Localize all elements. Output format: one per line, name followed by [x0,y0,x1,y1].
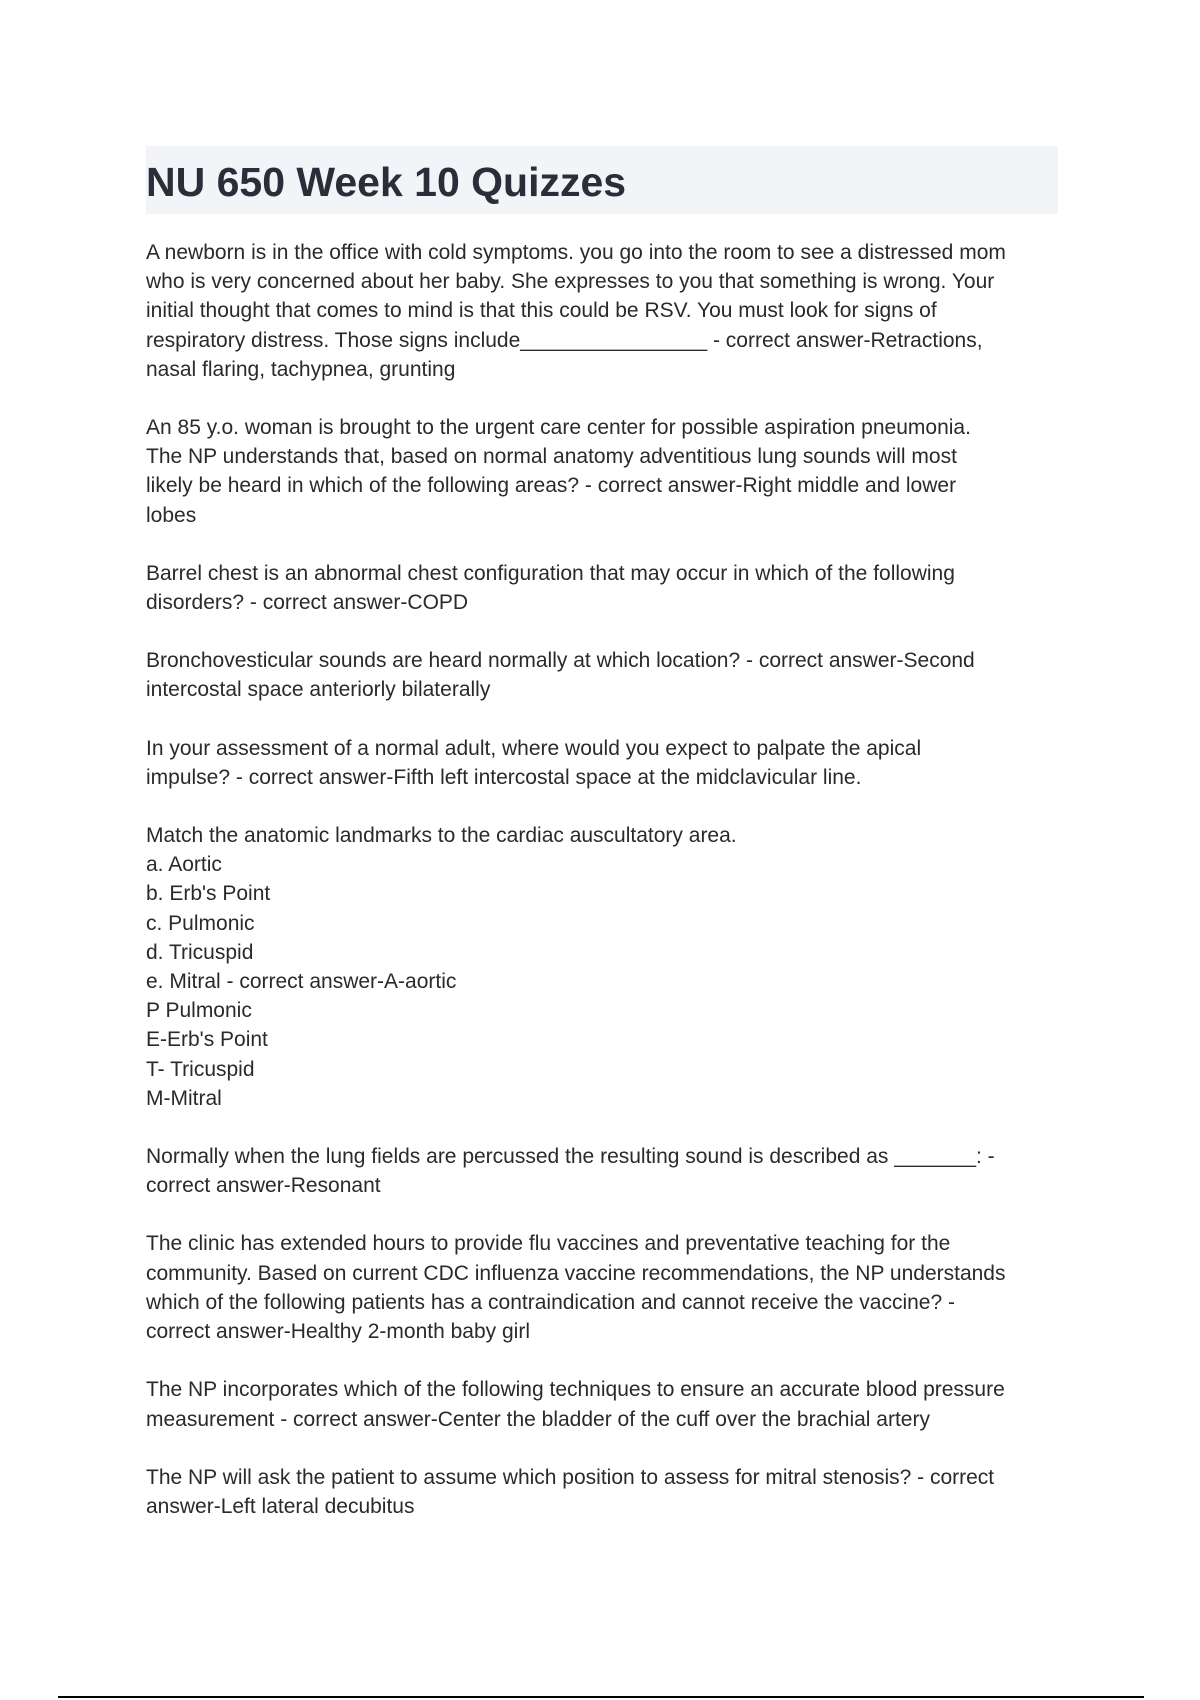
qa-text-line: The NP understands that, based on normal anatomy adventitious lung sounds will most [146,445,957,469]
qa-text-line: A newborn is in the office with cold symptoms. you go into the room to see a distressed mom [146,241,1006,264]
qa-text-line: b. Erb's Point [146,882,271,906]
qa-text-line: likely be heard in which of the following areas? - correct answer-Right middle and lower [146,474,957,498]
qa-text-line: answer-Left lateral decubitus [146,1494,415,1518]
qa-item [146,821,1058,1113]
qa-text-line: E-Erb's Point [146,1028,268,1052]
qa-text-line: disorders? - correct answer-COPD [146,591,469,615]
title-banner [146,146,1058,214]
qa-item [146,1463,1058,1521]
qa-item [146,413,1058,530]
qa-text-line: The NP incorporates which of the following techniques to ensure an accurate blood pressure [146,1378,1005,1402]
qa-text-line: respiratory distress. Those signs include________________ - correct answer-Retractions, [146,328,983,352]
qa-text-line: Normally when the lung fields are percussed the resulting sound is described as _______: - [146,1145,995,1169]
footer-divider [58,1696,1144,1698]
qa-text-line: intercostal space anteriorly bilaterally [146,678,491,702]
qa-text-line: who is very concerned about her baby. She expresses to you that something is wrong. Your [146,270,995,294]
qa-text-line: M-Mitral [146,1086,222,1110]
qa-item [146,238,1058,384]
qa-text-line: nasal flaring, tachypnea, grunting [146,357,456,381]
qa-item [146,1375,1058,1433]
qa-text-line: which of the following patients has a contraindication and cannot receive the vaccine? - [146,1290,955,1314]
qa-text-line: a. Aortic [146,853,222,877]
page-title: NU 650 Week 10 Quizzes [146,159,627,205]
qa-text-line: Barrel chest is an abnormal chest configuration that may occur in which of the following [146,561,955,585]
qa-text-line: impulse? - correct answer-Fifth left intercostal space at the midclavicular line. [146,765,862,789]
qa-item [146,559,1058,617]
qa-text-line: community. Based on current CDC influenza vaccine recommendations, the NP understands [146,1261,1006,1285]
qa-text-line: Bronchovesticular sounds are heard normally at which location? - correct answer-Second [146,649,975,673]
qa-item [146,1229,1058,1346]
qa-text-line: The NP will ask the patient to assume which position to assess for mitral stenosis? - correct [146,1465,995,1489]
qa-text-line: Match the anatomic landmarks to the cardiac auscultatory area. [146,824,737,848]
qa-item [146,734,1058,792]
qa-text-line: correct answer-Resonant [146,1174,381,1198]
qa-text-line: P Pulmonic [146,999,252,1023]
qa-text-line: e. Mitral - correct answer-A-aortic [146,970,457,994]
qa-text-line: correct answer-Healthy 2-month baby girl [146,1320,530,1344]
qa-text-line: An 85 y.o. woman is brought to the urgent care center for possible aspiration pneumonia. [146,416,971,440]
qa-text-line: lobes [146,503,197,527]
qa-item [146,1142,1058,1200]
qa-text-line: c. Pulmonic [146,911,255,935]
qa-text-line: initial thought that comes to mind is that this could be RSV. You must look for signs of [146,299,937,323]
qa-text-line: d. Tricuspid [146,940,254,964]
qa-text-line: measurement - correct answer-Center the bladder of the cuff over the brachial artery [146,1407,930,1431]
document-page [146,146,1058,1550]
qa-text-line: In your assessment of a normal adult, where would you expect to palpate the apical [146,736,922,760]
qa-text-line: T- Tricuspid [146,1057,255,1081]
qa-text-line: The clinic has extended hours to provide flu vaccines and preventative teaching for the [146,1232,951,1256]
qa-item [146,646,1058,704]
qa-list [146,238,1058,1521]
